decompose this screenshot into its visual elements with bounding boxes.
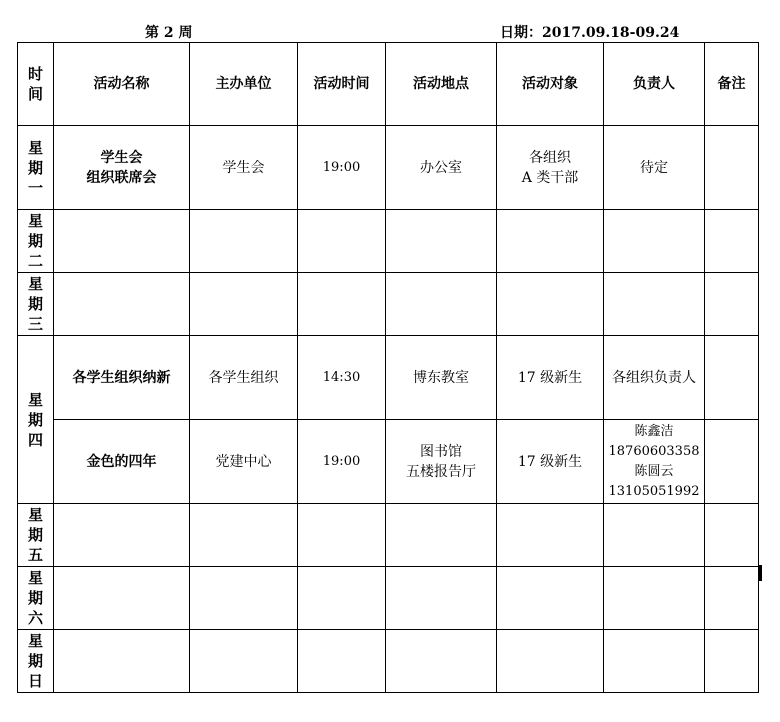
empty-cell xyxy=(497,273,604,336)
empty-cell xyxy=(386,630,497,693)
empty-cell xyxy=(497,630,604,693)
empty-cell xyxy=(54,567,190,630)
row-tuesday xyxy=(18,210,759,273)
event-audience: 各组织 A 类干部 xyxy=(497,126,604,210)
event-organizer: 学生会 xyxy=(190,126,298,210)
empty-cell xyxy=(386,504,497,567)
empty-cell xyxy=(190,567,298,630)
col-header-time: 时 间 xyxy=(18,43,54,126)
schedule-table xyxy=(17,42,759,693)
empty-cell xyxy=(705,567,759,630)
empty-cell xyxy=(298,504,386,567)
event-person: 陈鑫洁 18760603358 陈圆云 13105051992 xyxy=(604,420,705,504)
row-saturday xyxy=(18,567,759,630)
empty-cell xyxy=(298,210,386,273)
empty-cell xyxy=(54,210,190,273)
col-header-activity-time: 活动时间 xyxy=(298,43,386,126)
empty-cell xyxy=(705,273,759,336)
day-label-tuesday: 星 期 二 xyxy=(18,210,54,273)
event-organizer: 党建中心 xyxy=(190,420,298,504)
empty-cell xyxy=(705,504,759,567)
col-header-name: 活动名称 xyxy=(54,43,190,126)
event-notes xyxy=(705,126,759,210)
event-organizer: 各学生组织 xyxy=(190,336,298,420)
col-header-organizer: 主办单位 xyxy=(190,43,298,126)
event-time: 19:00 xyxy=(298,420,386,504)
row-thursday-2 xyxy=(18,420,759,504)
col-header-notes: 备注 xyxy=(705,43,759,126)
empty-cell xyxy=(190,273,298,336)
empty-cell xyxy=(604,273,705,336)
empty-cell xyxy=(54,504,190,567)
empty-cell xyxy=(386,567,497,630)
row-wednesday xyxy=(18,273,759,336)
week-number: 第 2 周 xyxy=(145,25,193,41)
event-audience: 17 级新生 xyxy=(497,336,604,420)
empty-cell xyxy=(705,210,759,273)
empty-cell xyxy=(298,630,386,693)
empty-cell xyxy=(190,504,298,567)
date-range: 日期：2017.09.18-09.24 xyxy=(500,25,680,41)
col-header-person: 负责人 xyxy=(604,43,705,126)
empty-cell xyxy=(604,567,705,630)
day-label-friday: 星 期 五 xyxy=(18,504,54,567)
event-name: 各学生组织纳新 xyxy=(54,336,190,420)
day-label-monday: 星 期 一 xyxy=(18,126,54,210)
row-friday xyxy=(18,504,759,567)
event-person: 各组织负责人 xyxy=(604,336,705,420)
empty-cell xyxy=(705,630,759,693)
header-row xyxy=(18,43,759,126)
day-label-saturday: 星 期 六 xyxy=(18,567,54,630)
text-cursor-mark xyxy=(759,565,762,581)
event-time: 14:30 xyxy=(298,336,386,420)
row-thursday-1 xyxy=(18,336,759,420)
event-location: 办公室 xyxy=(386,126,497,210)
empty-cell xyxy=(298,273,386,336)
empty-cell xyxy=(54,273,190,336)
empty-cell xyxy=(497,504,604,567)
row-monday xyxy=(18,126,759,210)
event-location: 博东教室 xyxy=(386,336,497,420)
event-name: 金色的四年 xyxy=(54,420,190,504)
event-notes xyxy=(705,336,759,420)
row-sunday xyxy=(18,630,759,693)
empty-cell xyxy=(604,210,705,273)
empty-cell xyxy=(386,210,497,273)
empty-cell xyxy=(497,210,604,273)
day-label-sunday: 星 期 日 xyxy=(18,630,54,693)
empty-cell xyxy=(298,567,386,630)
empty-cell xyxy=(54,630,190,693)
empty-cell xyxy=(190,210,298,273)
event-person: 待定 xyxy=(604,126,705,210)
empty-cell xyxy=(386,273,497,336)
event-location: 图书馆 五楼报告厅 xyxy=(386,420,497,504)
empty-cell xyxy=(604,504,705,567)
day-label-wednesday: 星 期 三 xyxy=(18,273,54,336)
empty-cell xyxy=(190,630,298,693)
day-label-thursday: 星 期 四 xyxy=(18,336,54,504)
empty-cell xyxy=(604,630,705,693)
event-audience: 17 级新生 xyxy=(497,420,604,504)
event-notes xyxy=(705,420,759,504)
event-time: 19:00 xyxy=(298,126,386,210)
empty-cell xyxy=(497,567,604,630)
event-name: 学生会 组织联席会 xyxy=(54,126,190,210)
col-header-location: 活动地点 xyxy=(386,43,497,126)
col-header-audience: 活动对象 xyxy=(497,43,604,126)
